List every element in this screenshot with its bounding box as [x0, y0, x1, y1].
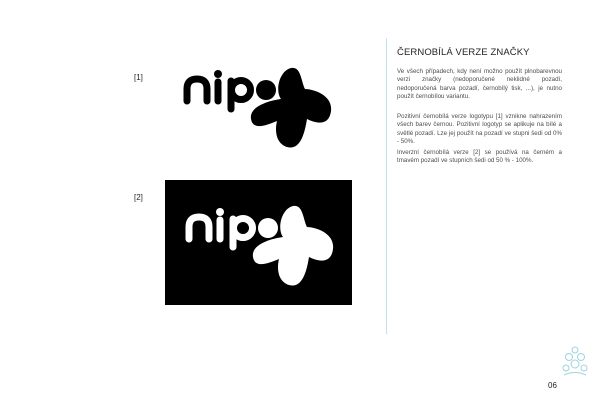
column-divider: [386, 38, 387, 334]
page-number: 06: [548, 381, 557, 390]
paragraph-usage: Ve všech případech, kdy není možno použít plnobarevnou verzi značky (nedoporučené neklidné pozadí, nedoporučená barva pozadí, černobílý tisk, ...), je nutno použít černobílou variantu.: [397, 68, 562, 101]
decorative-ornament-icon: [560, 344, 590, 378]
variant-label-positive: [1]: [134, 73, 143, 82]
nipo-logo-positive: [183, 65, 333, 160]
paragraph-inverse-version: Inverzní černobílá verze [2] se používá na černém a tmavém pozadí ve stupních šedi od 50 % - 100%.: [397, 149, 562, 165]
section-heading: ČERNOBÍLÁ VERZE ZNAČKY: [397, 47, 530, 58]
nipo-logo-inverse: [185, 203, 335, 298]
variant-label-inverse: [2]: [134, 193, 143, 202]
paragraph-positive-version: Pozitivní černobílá verze logotypu [1] vznikne nahrazením všech barev černou. Pozitivní logotyp se aplikuje na bílé a světlé pozadí. Lze jej použít na pozadí ve stupni šedi od 0% - 50%.: [397, 113, 562, 146]
